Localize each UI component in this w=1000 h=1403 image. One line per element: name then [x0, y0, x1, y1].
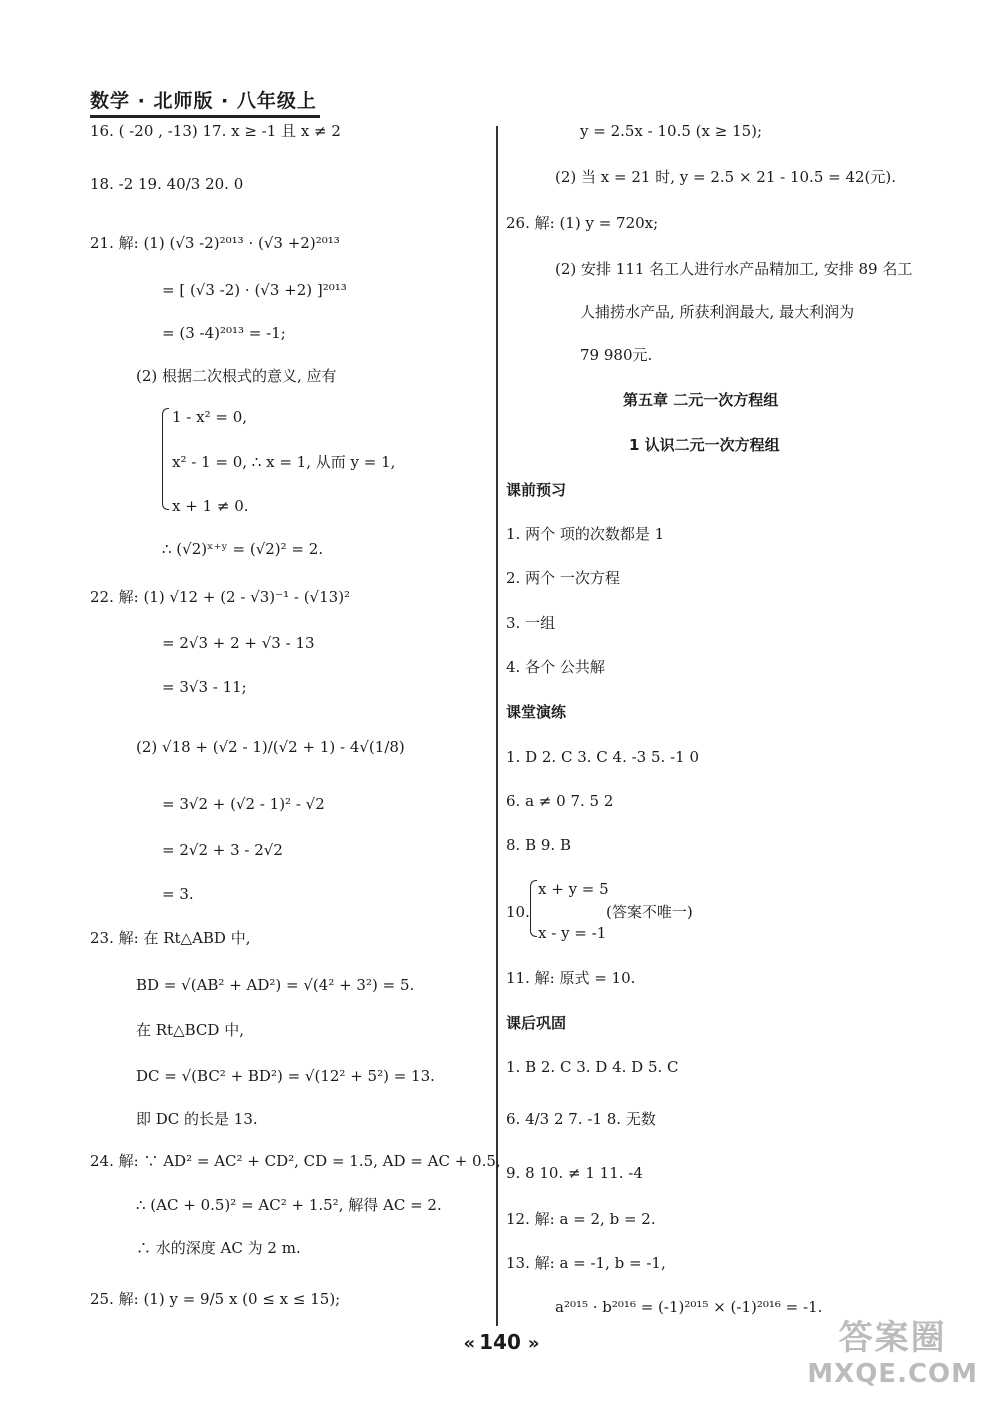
answer-line: 4. 各个 公共解 [506, 658, 605, 676]
watermark-url: MXQE.COM [807, 1359, 978, 1389]
answer-line: 24. 解: ∵ AD² = AC² + CD², CD = 1.5, AD = AC + 0.5, [90, 1152, 501, 1170]
answer-line: (2) 安排 111 名工人进行水产品精加工, 安排 89 名工 [555, 260, 913, 278]
chapter-title: 第五章 二元一次方程组 [623, 391, 779, 409]
answer-line: 12. 解: a = 2, b = 2. [506, 1210, 656, 1228]
system-brace [162, 408, 169, 510]
answer-line: a²⁰¹⁵ · b²⁰¹⁶ = (-1)²⁰¹⁵ × (-1)²⁰¹⁶ = -1. [555, 1298, 823, 1316]
answer-line: = (3 -4)²⁰¹³ = -1; [162, 324, 286, 342]
watermark-text: 答案圈 [838, 1318, 947, 1358]
answer-line: DC = √(BC² + BD²) = √(12² + 5²) = 13. [136, 1067, 435, 1085]
answer-line: 1. 两个 项的次数都是 1 [506, 525, 665, 543]
answer-line: x + 1 ≠ 0. [172, 497, 249, 515]
answer-line: 在 Rt△BCD 中, [136, 1021, 244, 1039]
answer-line: BD = √(AB² + AD²) = √(4² + 3²) = 5. [136, 976, 415, 994]
answer-line: 人捕捞水产品, 所获利润最大, 最大利润为 [580, 303, 855, 321]
answer-line: 1. B 2. C 3. D 4. D 5. C [506, 1058, 679, 1076]
answer-line: 16. ( -20 , -13) 17. x ≥ -1 且 x ≠ 2 [90, 122, 341, 140]
answer-line: 1. D 2. C 3. C 4. -3 5. -1 0 [506, 748, 699, 766]
answer-line: (2) 当 x = 21 时, y = 2.5 × 21 - 10.5 = 42(元). [555, 168, 897, 186]
page-header-title: 数学 · 北师版 · 八年级上 [90, 86, 320, 118]
answer-line: = 2√3 + 2 + √3 - 13 [162, 634, 315, 652]
answer-line: 23. 解: 在 Rt△ABD 中, [90, 929, 251, 947]
answer-line: (2) √18 + (√2 - 1)/(√2 + 1) - 4√(1/8) [136, 738, 405, 756]
answer-line: (2) 根据二次根式的意义, 应有 [136, 367, 337, 385]
answer-line: 8. B 9. B [506, 836, 571, 854]
answer-line: 22. 解: (1) √12 + (2 - √3)⁻¹ - (√13)² [90, 588, 351, 606]
section-heading: 课后巩固 [506, 1014, 567, 1032]
answer-line: 79 980元. [580, 346, 653, 364]
answer-line: ∴ 水的深度 AC 为 2 m. [136, 1239, 301, 1257]
answer-note: (答案不唯一) [606, 903, 693, 921]
answer-line: 26. 解: (1) y = 720x; [506, 214, 659, 232]
answer-line: = 2√2 + 3 - 2√2 [162, 841, 283, 859]
answer-line: 3. 一组 [506, 614, 556, 632]
answer-line: = 3√2 + (√2 - 1)² - √2 [162, 795, 325, 813]
watermark [807, 1310, 978, 1389]
answer-line: 即 DC 的长是 13. [136, 1110, 258, 1128]
equation-line: x - y = -1 [538, 924, 607, 942]
equation-line: x + y = 5 [538, 880, 609, 898]
answer-line: x² - 1 = 0, ∴ x = 1, 从而 y = 1, [172, 453, 396, 471]
answer-line: = 3√3 - 11; [162, 678, 247, 696]
answer-line: 6. 4/3 2 7. -1 8. 无数 [506, 1110, 656, 1128]
answer-line: 18. -2 19. 40/3 20. 0 [90, 175, 244, 193]
section-heading: 课前预习 [506, 481, 567, 499]
answer-line: 25. 解: (1) y = 9/5 x (0 ≤ x ≤ 15); [90, 1290, 341, 1308]
answer-line: 21. 解: (1) (√3 -2)²⁰¹³ · (√3 +2)²⁰¹³ [90, 234, 340, 252]
answer-line: 11. 解: 原式 = 10. [506, 969, 636, 987]
column-divider [496, 126, 498, 1326]
answer-line: 1 - x² = 0, [172, 408, 248, 426]
answer-line: 10. [506, 903, 530, 921]
answer-line: 13. 解: a = -1, b = -1, [506, 1254, 666, 1272]
answer-line: 2. 两个 一次方程 [506, 569, 620, 587]
section-title: 1 认识二元一次方程组 [629, 436, 780, 454]
answer-line: ∴ (AC + 0.5)² = AC² + 1.5², 解得 AC = 2. [136, 1196, 442, 1214]
answer-line: 9. 8 10. ≠ 1 11. -4 [506, 1164, 643, 1182]
answer-line: y = 2.5x - 10.5 (x ≥ 15); [580, 122, 763, 140]
system-brace [530, 880, 537, 937]
answer-line: = 3. [162, 885, 194, 903]
right-arrows-icon: » [527, 1333, 537, 1354]
answer-line: = [ (√3 -2) · (√3 +2) ]²⁰¹³ [162, 281, 347, 299]
answer-line: ∴ (√2)ˣ⁺ʸ = (√2)² = 2. [162, 540, 324, 558]
page-number: 140 [479, 1330, 521, 1354]
left-arrows-icon: « [463, 1333, 473, 1354]
section-heading: 课堂演练 [506, 703, 567, 721]
answer-line: 6. a ≠ 0 7. 5 2 [506, 792, 614, 810]
